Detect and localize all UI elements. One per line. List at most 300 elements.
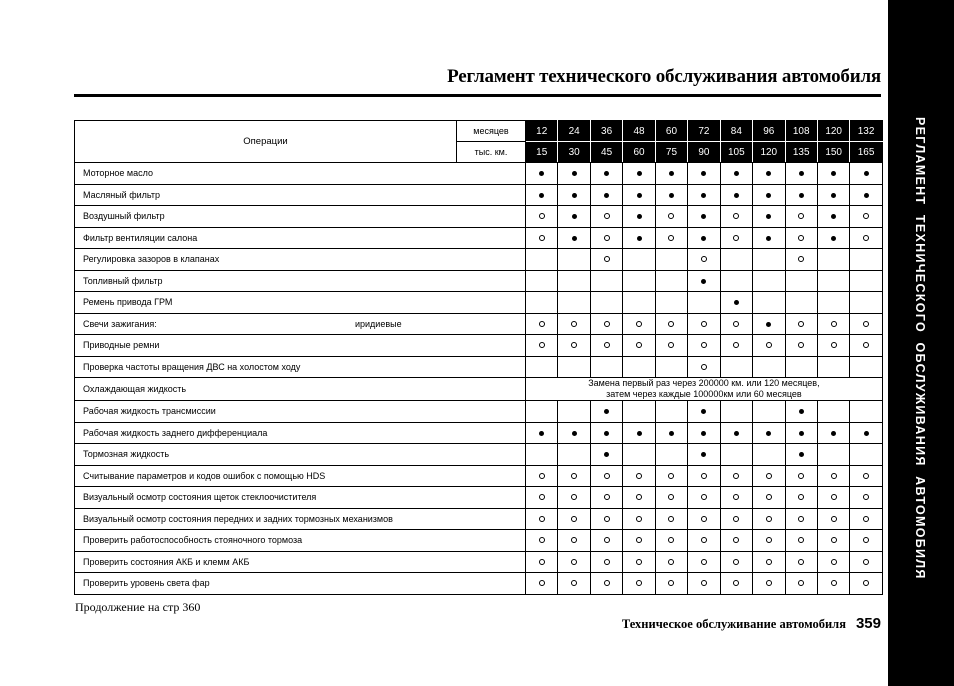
schedule-cell <box>817 270 849 292</box>
hollow-circle-icon <box>668 235 674 241</box>
hollow-circle-icon <box>831 559 837 565</box>
schedule-cell <box>623 313 655 335</box>
months-header-cell: 60 <box>655 121 687 142</box>
filled-dot-icon <box>766 193 771 198</box>
schedule-cell <box>526 206 558 228</box>
operation-name: Топливный фильтр <box>83 275 163 286</box>
operation-name: Масляный фильтр <box>83 189 160 200</box>
schedule-cell <box>688 184 720 206</box>
table-row <box>75 401 883 423</box>
schedule-cell <box>785 573 817 595</box>
hollow-circle-icon <box>733 580 739 586</box>
schedule-cell <box>558 444 590 466</box>
hollow-circle-icon <box>571 473 577 479</box>
schedule-cell <box>558 292 590 314</box>
schedule-cell <box>850 270 882 292</box>
schedule-cell <box>753 292 785 314</box>
schedule-cell <box>720 313 752 335</box>
schedule-cell <box>688 249 720 271</box>
operation-name: Приводные ремни <box>83 340 160 351</box>
schedule-cell <box>590 335 622 357</box>
hollow-circle-icon <box>539 494 545 500</box>
hollow-circle-icon <box>701 256 707 262</box>
schedule-cell <box>526 270 558 292</box>
filled-dot-icon <box>864 193 869 198</box>
schedule-cell <box>817 335 849 357</box>
hollow-circle-icon <box>604 559 610 565</box>
filled-dot-icon <box>637 193 642 198</box>
hollow-circle-icon <box>733 494 739 500</box>
hollow-circle-icon <box>798 342 804 348</box>
schedule-cell <box>785 313 817 335</box>
filled-dot-icon <box>799 431 804 436</box>
schedule-cell <box>753 422 785 444</box>
schedule-cell <box>655 292 687 314</box>
schedule-cell <box>785 206 817 228</box>
table-row <box>75 313 883 335</box>
operation-name-cell <box>75 551 526 573</box>
hollow-circle-icon <box>798 537 804 543</box>
schedule-cell <box>655 270 687 292</box>
schedule-cell <box>526 465 558 487</box>
schedule-cell <box>526 184 558 206</box>
km-header-cell: 45 <box>590 142 622 163</box>
hollow-circle-icon <box>636 537 642 543</box>
schedule-cell <box>785 508 817 530</box>
schedule-cell <box>558 249 590 271</box>
operation-name: Свечи зажигания: <box>83 318 157 329</box>
schedule-cell <box>558 530 590 552</box>
filled-dot-icon <box>701 409 706 414</box>
schedule-cell <box>590 487 622 509</box>
filled-dot-icon <box>572 214 577 219</box>
schedule-cell <box>720 465 752 487</box>
schedule-cell <box>817 487 849 509</box>
schedule-cell <box>720 422 752 444</box>
hollow-circle-icon <box>571 342 577 348</box>
hollow-circle-icon <box>636 321 642 327</box>
hollow-circle-icon <box>668 516 674 522</box>
operation-name: Считывание параметров и кодов ошибок с помощью HDS <box>83 470 326 481</box>
schedule-cell <box>655 206 687 228</box>
operation-name-cell <box>75 163 526 185</box>
schedule-cell <box>688 465 720 487</box>
filled-dot-icon <box>799 193 804 198</box>
schedule-cell <box>817 163 849 185</box>
schedule-cell <box>850 465 882 487</box>
footer-section-title: Техническое обслуживание автомобиля <box>621 617 846 631</box>
hollow-circle-icon <box>539 559 545 565</box>
hollow-circle-icon <box>831 342 837 348</box>
schedule-cell <box>688 551 720 573</box>
schedule-cell <box>590 465 622 487</box>
months-header-cell: 84 <box>720 121 752 142</box>
months-header-cell: 36 <box>590 121 622 142</box>
hollow-circle-icon <box>604 537 610 543</box>
schedule-cell <box>623 487 655 509</box>
schedule-cell <box>785 465 817 487</box>
km-header-cell: 135 <box>785 142 817 163</box>
km-header-cell: 165 <box>850 142 882 163</box>
schedule-cell <box>785 163 817 185</box>
hollow-circle-icon <box>604 494 610 500</box>
filled-dot-icon <box>831 193 836 198</box>
hollow-circle-icon <box>863 342 869 348</box>
schedule-cell <box>720 335 752 357</box>
schedule-cell <box>590 508 622 530</box>
schedule-cell <box>558 401 590 423</box>
schedule-cell <box>785 551 817 573</box>
filled-dot-icon <box>734 171 739 176</box>
schedule-cell <box>817 206 849 228</box>
schedule-cell <box>558 270 590 292</box>
table-row <box>75 163 883 185</box>
hollow-circle-icon <box>539 473 545 479</box>
schedule-cell <box>623 270 655 292</box>
operation-name: Воздушный фильтр <box>83 211 165 222</box>
schedule-cell <box>655 551 687 573</box>
hollow-circle-icon <box>636 494 642 500</box>
schedule-cell <box>850 401 882 423</box>
hollow-circle-icon <box>766 580 772 586</box>
schedule-cell <box>655 401 687 423</box>
schedule-cell <box>785 292 817 314</box>
hollow-circle-icon <box>733 537 739 543</box>
hollow-circle-icon <box>604 580 610 586</box>
schedule-cell <box>753 508 785 530</box>
schedule-cell <box>655 530 687 552</box>
schedule-cell <box>688 292 720 314</box>
schedule-cell <box>753 270 785 292</box>
operation-name-cell <box>75 313 526 335</box>
schedule-cell <box>720 487 752 509</box>
hollow-circle-icon <box>798 516 804 522</box>
hollow-circle-icon <box>766 473 772 479</box>
schedule-cell <box>590 313 622 335</box>
schedule-cell <box>785 487 817 509</box>
schedule-cell <box>655 356 687 378</box>
operations-header: Операции <box>75 121 457 163</box>
hollow-circle-icon <box>571 494 577 500</box>
operation-name-cell <box>75 184 526 206</box>
schedule-cell <box>817 292 849 314</box>
schedule-cell <box>688 444 720 466</box>
hollow-circle-icon <box>701 537 707 543</box>
schedule-cell <box>753 335 785 357</box>
schedule-cell <box>785 444 817 466</box>
schedule-cell <box>817 422 849 444</box>
schedule-cell <box>655 444 687 466</box>
hollow-circle-icon <box>733 559 739 565</box>
schedule-cell <box>590 227 622 249</box>
schedule-note-cell <box>526 378 883 401</box>
filled-dot-icon <box>669 171 674 176</box>
hollow-circle-icon <box>604 516 610 522</box>
operation-name-cell <box>75 227 526 249</box>
hollow-circle-icon <box>831 321 837 327</box>
operation-name-cell <box>75 508 526 530</box>
schedule-cell <box>753 356 785 378</box>
hollow-circle-icon <box>571 516 577 522</box>
schedule-cell <box>558 227 590 249</box>
schedule-cell <box>655 465 687 487</box>
hollow-circle-icon <box>668 559 674 565</box>
km-header-cell: 105 <box>720 142 752 163</box>
hollow-circle-icon <box>831 537 837 543</box>
schedule-cell <box>688 422 720 444</box>
schedule-cell <box>526 356 558 378</box>
months-header-cell: 132 <box>850 121 882 142</box>
schedule-cell <box>623 227 655 249</box>
filled-dot-icon <box>799 171 804 176</box>
hollow-circle-icon <box>766 342 772 348</box>
hollow-circle-icon <box>668 342 674 348</box>
hollow-circle-icon <box>701 559 707 565</box>
schedule-cell <box>850 573 882 595</box>
schedule-cell <box>688 227 720 249</box>
hollow-circle-icon <box>636 559 642 565</box>
schedule-cell <box>526 163 558 185</box>
filled-dot-icon <box>637 214 642 219</box>
schedule-cell <box>817 227 849 249</box>
filled-dot-icon <box>604 452 609 457</box>
hollow-circle-icon <box>539 235 545 241</box>
table-row <box>75 356 883 378</box>
hollow-circle-icon <box>539 342 545 348</box>
schedule-cell <box>720 227 752 249</box>
title-divider <box>74 94 881 97</box>
hollow-circle-icon <box>604 213 610 219</box>
schedule-cell <box>558 551 590 573</box>
filled-dot-icon <box>604 409 609 414</box>
hollow-circle-icon <box>798 580 804 586</box>
schedule-cell <box>526 530 558 552</box>
schedule-cell <box>850 313 882 335</box>
hollow-circle-icon <box>668 473 674 479</box>
schedule-cell <box>785 530 817 552</box>
hollow-circle-icon <box>863 559 869 565</box>
schedule-cell <box>850 487 882 509</box>
hollow-circle-icon <box>701 580 707 586</box>
filled-dot-icon <box>539 431 544 436</box>
schedule-cell <box>526 401 558 423</box>
hollow-circle-icon <box>571 580 577 586</box>
hollow-circle-icon <box>831 580 837 586</box>
schedule-cell <box>785 184 817 206</box>
schedule-cell <box>623 184 655 206</box>
schedule-cell <box>623 249 655 271</box>
table-row <box>75 487 883 509</box>
filled-dot-icon <box>799 452 804 457</box>
hollow-circle-icon <box>668 580 674 586</box>
hollow-circle-icon <box>604 473 610 479</box>
filled-dot-icon <box>572 236 577 241</box>
table-row <box>75 206 883 228</box>
filled-dot-icon <box>572 431 577 436</box>
schedule-cell <box>850 551 882 573</box>
schedule-cell <box>590 356 622 378</box>
schedule-cell <box>558 422 590 444</box>
schedule-cell <box>590 551 622 573</box>
hollow-circle-icon <box>668 537 674 543</box>
schedule-cell <box>753 163 785 185</box>
km-header-cell: 150 <box>817 142 849 163</box>
hollow-circle-icon <box>831 494 837 500</box>
filled-dot-icon <box>539 193 544 198</box>
schedule-cell <box>623 206 655 228</box>
schedule-cell <box>655 573 687 595</box>
schedule-cell <box>526 335 558 357</box>
hollow-circle-icon <box>636 516 642 522</box>
filled-dot-icon <box>864 431 869 436</box>
schedule-cell <box>817 184 849 206</box>
filled-dot-icon <box>669 193 674 198</box>
schedule-cell <box>526 292 558 314</box>
table-row <box>75 444 883 466</box>
hollow-circle-icon <box>863 321 869 327</box>
filled-dot-icon <box>734 431 739 436</box>
schedule-cell <box>590 270 622 292</box>
operation-name-cell <box>75 401 526 423</box>
schedule-cell <box>590 206 622 228</box>
filled-dot-icon <box>604 193 609 198</box>
schedule-cell <box>623 422 655 444</box>
schedule-cell <box>785 335 817 357</box>
hollow-circle-icon <box>701 321 707 327</box>
filled-dot-icon <box>766 322 771 327</box>
filled-dot-icon <box>604 431 609 436</box>
schedule-cell <box>590 422 622 444</box>
schedule-cell <box>590 401 622 423</box>
schedule-cell <box>526 313 558 335</box>
hollow-circle-icon <box>863 213 869 219</box>
schedule-cell <box>623 573 655 595</box>
operation-name-cell <box>75 422 526 444</box>
schedule-cell <box>655 249 687 271</box>
table-row <box>75 335 883 357</box>
schedule-cell <box>817 551 849 573</box>
schedule-cell <box>558 508 590 530</box>
schedule-cell <box>623 508 655 530</box>
schedule-cell <box>720 184 752 206</box>
hollow-circle-icon <box>604 256 610 262</box>
hollow-circle-icon <box>668 213 674 219</box>
schedule-cell <box>590 292 622 314</box>
table-row <box>75 292 883 314</box>
km-header-cell: 90 <box>688 142 720 163</box>
operation-name-cell <box>75 270 526 292</box>
operation-name: Ремень привода ГРМ <box>83 297 173 308</box>
operation-name-cell <box>75 465 526 487</box>
hollow-circle-icon <box>733 516 739 522</box>
operation-name-cell <box>75 356 526 378</box>
schedule-cell <box>526 573 558 595</box>
km-header-cell: 120 <box>753 142 785 163</box>
schedule-note-line: затем через каждые 100000км или 60 месяцев <box>606 389 802 399</box>
schedule-cell <box>623 356 655 378</box>
hollow-circle-icon <box>863 537 869 543</box>
schedule-cell <box>526 249 558 271</box>
km-header-cell: 30 <box>558 142 590 163</box>
schedule-cell <box>753 227 785 249</box>
operation-name: Охлаждающая жидкость <box>83 384 187 394</box>
hollow-circle-icon <box>539 537 545 543</box>
schedule-cell <box>623 163 655 185</box>
schedule-cell <box>850 444 882 466</box>
filled-dot-icon <box>701 279 706 284</box>
page-number: 359 <box>855 615 881 632</box>
schedule-cell <box>590 163 622 185</box>
filled-dot-icon <box>799 409 804 414</box>
schedule-cell <box>785 356 817 378</box>
filled-dot-icon <box>539 171 544 176</box>
schedule-cell <box>526 422 558 444</box>
schedule-cell <box>558 465 590 487</box>
hollow-circle-icon <box>766 516 772 522</box>
schedule-cell <box>850 422 882 444</box>
filled-dot-icon <box>831 236 836 241</box>
schedule-cell <box>785 270 817 292</box>
schedule-note-line: Замена первый раз через 200000 км. или 120 месяцев, <box>588 378 820 388</box>
schedule-cell <box>850 163 882 185</box>
filled-dot-icon <box>701 236 706 241</box>
hollow-circle-icon <box>571 537 577 543</box>
schedule-cell <box>655 422 687 444</box>
schedule-cell <box>850 227 882 249</box>
hollow-circle-icon <box>798 321 804 327</box>
filled-dot-icon <box>572 193 577 198</box>
filled-dot-icon <box>831 431 836 436</box>
schedule-cell <box>688 270 720 292</box>
filled-dot-icon <box>637 431 642 436</box>
months-header-cell: 120 <box>817 121 849 142</box>
schedule-cell <box>526 487 558 509</box>
months-label: месяцев <box>457 121 526 142</box>
table-row <box>75 530 883 552</box>
filled-dot-icon <box>701 214 706 219</box>
schedule-cell <box>817 401 849 423</box>
operation-note: иридиевые <box>355 318 402 329</box>
schedule-cell <box>526 551 558 573</box>
schedule-cell <box>817 573 849 595</box>
schedule-cell <box>623 292 655 314</box>
schedule-cell <box>817 465 849 487</box>
schedule-cell <box>558 573 590 595</box>
hollow-circle-icon <box>604 235 610 241</box>
schedule-cell <box>720 206 752 228</box>
hollow-circle-icon <box>668 494 674 500</box>
maintenance-schedule-table <box>74 120 883 595</box>
schedule-cell <box>850 249 882 271</box>
table-row <box>75 249 883 271</box>
schedule-cell <box>655 227 687 249</box>
months-header-cell: 72 <box>688 121 720 142</box>
filled-dot-icon <box>734 193 739 198</box>
filled-dot-icon <box>864 171 869 176</box>
km-header-cell: 75 <box>655 142 687 163</box>
filled-dot-icon <box>701 193 706 198</box>
schedule-cell <box>720 292 752 314</box>
schedule-cell <box>590 573 622 595</box>
schedule-cell <box>688 401 720 423</box>
hollow-circle-icon <box>539 321 545 327</box>
schedule-cell <box>720 163 752 185</box>
page-footer <box>622 615 881 632</box>
hollow-circle-icon <box>604 321 610 327</box>
schedule-cell <box>688 356 720 378</box>
table-row <box>75 422 883 444</box>
filled-dot-icon <box>701 171 706 176</box>
